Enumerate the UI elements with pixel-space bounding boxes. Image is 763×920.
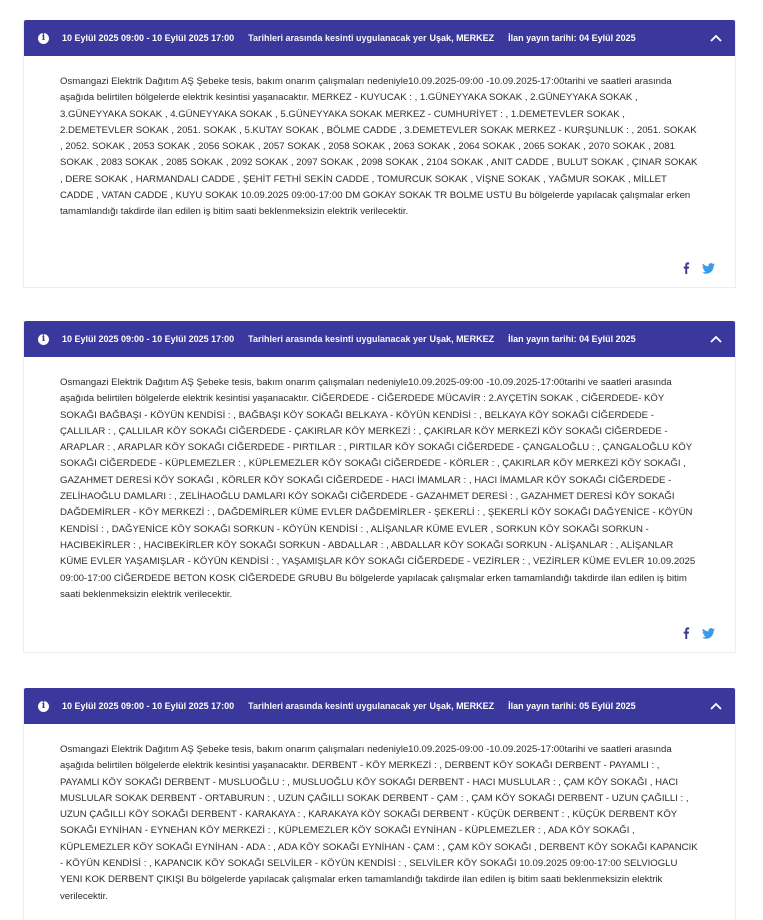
notice-between-label: Tarihleri arasında kesinti uygulanacak yer [248, 701, 427, 711]
notice-publish-date: İlan yayın tarihi: 04 Eylül 2025 [508, 334, 636, 344]
notice-body: Osmangazi Elektrik Dağıtım AŞ Şebeke tesis, bakım onarım çalışmaları nedeniyle10.09.2025-09:00 -10.09.2025-17:00tarihi ve saatleri arasında aşağıda belirtilen bölgelerde elektrik kesintisi yaşanacaktır. CİĞERDEDE - CİĞERDEDE MÜCAVİR : 2.AYÇETİN SOKAK , CİĞERDEDE- KÖY SOKAĞI BAĞBAŞI - KÖYÜN KENDİSİ : , BAĞBAŞI KÖY SOKAĞI BELKAYA - KÖYÜN KENDİSİ : , BELKAYA KÖY SOKAĞI CİĞERDEDE - ÇALLILAR : , ÇALLILAR KÖY SOKAĞI CİĞERDEDE - ÇAKIRLAR KÖY MERKEZİ : , ÇAKIRLAR KÖY MERKEZİ KÖY SOKAĞI CİĞERDEDE - ARAPLAR : , ARAPLAR KÖY SOKAĞI CİĞERDEDE - PIRTILAR : , PIRTILAR KÖY SOKAĞI CİĞERDEDE - ÇANGALOĞLU : , ÇANGALOĞLU KÖY SOKAĞI CİĞERDEDE - KÜPLEMEZLER : , KÜPLEMEZLER KÖY SOKAĞI CİĞERDEDE - KÖRLER : , ÇAKIRLAR KÖY MERKEZİ KÖY SOKAĞI , GAZAHMET DERESİ KÖY SOKAĞI , KÖRLER KÖY SOKAĞI CİĞERDEDE - HACI İMAMLAR : , HACI İMAMLAR KÖY SOKAĞI CİĞERDEDE - ZELİHAOĞLU DAMLARI : , ZELİHAOĞLU DAMLARI KÖY SOKAĞI CİĞERDEDE - GAZAHMET DERESİ : , GAZAHMET DERESİ KÖY SOKAĞI DAĞDEMİRLER - KÖY MERKEZİ : , DAĞDEMİRLER KÜME EVLER DAĞDEMİRLER - ŞEKERLİ : , ŞEKERLİ KÖY SOKAĞI DAĞYENİCE - KÖYÜN KENDİSİ : , DAĞYENİCE KÖY SOKAĞI SORKUN - KÖYÜN KENDİSİ : , ALİŞANLAR KÜME EVLER , SORKUN KÖY SOKAĞI SORKUN - HACIBEKİRLER : , HACIBEKİRLER KÖY SOKAĞI SORKUN - ABDALLAR : , ABDALLAR KÖY SOKAĞI SORKUN - ALİŞANLAR : , ALİŞANLAR KÜME EVLER YAŞAMIŞLAR - KÖYÜN KENDİSİ : , YAŞAMIŞLAR KÖY SOKAĞI CİĞERDEDE - VEZİRLER : , VEZİRLER KÜME EVLER 10.09.2025 09:00-17:00 CİĞERDEDE BETON KOSK CİĞERDEDE GRUBU Bu bölgelerde yapılacak çalışmalar erken tamamlandığı takdirde ilan edilen iş bitim saati beklenmeksizin elektrik verilecektir. [60, 377, 696, 600]
info-icon: i [38, 33, 49, 44]
outage-notice-card [23, 688, 736, 920]
share-buttons [682, 626, 715, 644]
notice-between-label: Tarihleri arasında kesinti uygulanacak yer [248, 334, 427, 344]
info-icon: i [38, 701, 49, 712]
outage-notice-card [23, 321, 736, 653]
chevron-up-icon[interactable] [709, 332, 723, 346]
notice-location: Uşak, MERKEZ [429, 701, 495, 711]
notice-location: Uşak, MERKEZ [429, 33, 495, 43]
chevron-up-icon[interactable] [709, 31, 723, 45]
twitter-icon[interactable] [702, 626, 715, 644]
outage-notice-card [23, 20, 736, 288]
notice-body: Osmangazi Elektrik Dağıtım AŞ Şebeke tesis, bakım onarım çalışmaları nedeniyle10.09.2025-09:00 -10.09.2025-17:00tarihi ve saatleri arasında aşağıda belirtilen bölgelerde elektrik kesintisi yaşanacaktır. MERKEZ - KUYUCAK : , 1.GÜNEYYAKA SOKAK , 2.GÜNEYYAKA SOKAK , 3.GÜNEYYAKA SOKAK , 4.GÜNEYYAKA SOKAK , 5.GÜNEYYAKA SOKAK MERKEZ - CUMHURİYET : , 1.DEMETEVLER SOKAK , 2.DEMETEVLER SOKAK , 2051. SOKAK , 5.KUTAY SOKAK , BÖLME CADDE , 3.DEMETEVLER SOKAK MERKEZ - KURŞUNLUK : , 2051. SOKAK , 2052. SOKAK , 2053 SOKAK , 2056 SOKAK , 2057 SOKAK , 2058 SOKAK , 2063 SOKAK , 2064 SOKAK , 2065 SOKAK , 2070 SOKAK , 2081 SOKAK , 2083 SOKAK , 2085 SOKAK , 2092 SOKAK , 2097 SOKAK , 2098 SOKAK , 2104 SOKAK , ANIT CADDE , BULUT SOKAK , ÇINAR SOKAK , DERE SOKAK , HARMANDALI CADDE , ŞEHİT FETHİ SEKİN CADDE , TOMURCUK SOKAK , VİŞNE SOKAK , YAĞMUR SOKAK , MİLLET CADDE , VATAN CADDE , KUYU SOKAK 10.09.2025 09:00-17:00 DM GOKAY SOKAK TR BOLME USTU Bu bölgelerde yapılacak çalışmalar erken tamamlandığı takdirde ilan edilen iş bitim saati beklenmeksizin elektrik verilecektir. [60, 76, 698, 218]
info-icon: i [38, 334, 49, 345]
share-buttons [682, 261, 715, 279]
facebook-icon[interactable] [682, 626, 690, 644]
notice-location: Uşak, MERKEZ [429, 334, 495, 344]
notice-publish-date: İlan yayın tarihi: 04 Eylül 2025 [508, 33, 636, 43]
notice-between-label: Tarihleri arasında kesinti uygulanacak yer [248, 33, 427, 43]
notice-dates: 10 Eylül 2025 09:00 - 10 Eylül 2025 17:00 [62, 701, 235, 711]
notice-header[interactable] [24, 688, 735, 724]
notice-header[interactable] [24, 20, 735, 56]
notice-body: Osmangazi Elektrik Dağıtım AŞ Şebeke tesis, bakım onarım çalışmaları nedeniyle10.09.2025-09:00 -10.09.2025-17:00tarihi ve saatleri arasında aşağıda belirtilen bölgelerde elektrik kesintisi yaşanacaktır. DERBENT - KÖY MERKEZİ : , DERBENT KÖY SOKAĞI DERBENT - PAYAMLI : , PAYAMLI KÖY SOKAĞI DERBENT - MUSLUOĞLU : , MUSLUOĞLU KÖY SOKAĞI DERBENT - HACI MUSLULAR : , ÇAM KÖY SOKAĞI , HACI MUSLULAR SOKAK DERBENT - ORTABURUN : , UZUN ÇAĞILLI SOKAK DERBENT - ÇAM : , ÇAM KÖY SOKAĞI DERBENT - UZUN ÇAĞILLI : , UZUN ÇAĞILLI KÖY SOKAĞI DERBENT - KARAKAYA : , KARAKAYA KÖY SOKAĞI DERBENT - KÜÇÜK DERBENT : , KÜÇÜK DERBENT KÖY SOKAĞI EYNİHAN - EYNEHAN KÖY MERKEZİ : , KÜPLEMEZLER KÖY SOKAĞI EYNİHAN - KÜPLEMEZLER : , ADA KÖY SOKAĞI , KÜPLEMEZLER KÖY SOKAĞI EYNİHAN - ADA : , ADA KÖY SOKAĞI EYNİHAN - ÇAM : , ÇAM KÖY SOKAĞI , DERBENT KÖY SOKAĞI KAPANCIK - KÖYÜN KENDİSİ : , KAPANCIK KÖY SOKAĞI SELVİLER - KÖYÜN KENDİSİ : , SELVİLER KÖY SOKAĞI 10.09.2025 09:00-17:00 SELVIOGLU YENI KOK DERBENT ÇIKIŞI Bu bölgelerde yapılacak çalışmalar erken tamamlandığı takdirde ilan edilen iş bitim saati beklenmeksizin elektrik verilecektir. [60, 744, 698, 902]
twitter-icon[interactable] [702, 261, 715, 279]
notice-header[interactable] [24, 321, 735, 357]
facebook-icon[interactable] [682, 261, 690, 279]
notice-publish-date: İlan yayın tarihi: 05 Eylül 2025 [508, 701, 636, 711]
notice-dates: 10 Eylül 2025 09:00 - 10 Eylül 2025 17:00 [62, 33, 235, 43]
chevron-up-icon[interactable] [709, 699, 723, 713]
notice-dates: 10 Eylül 2025 09:00 - 10 Eylül 2025 17:00 [62, 334, 235, 344]
